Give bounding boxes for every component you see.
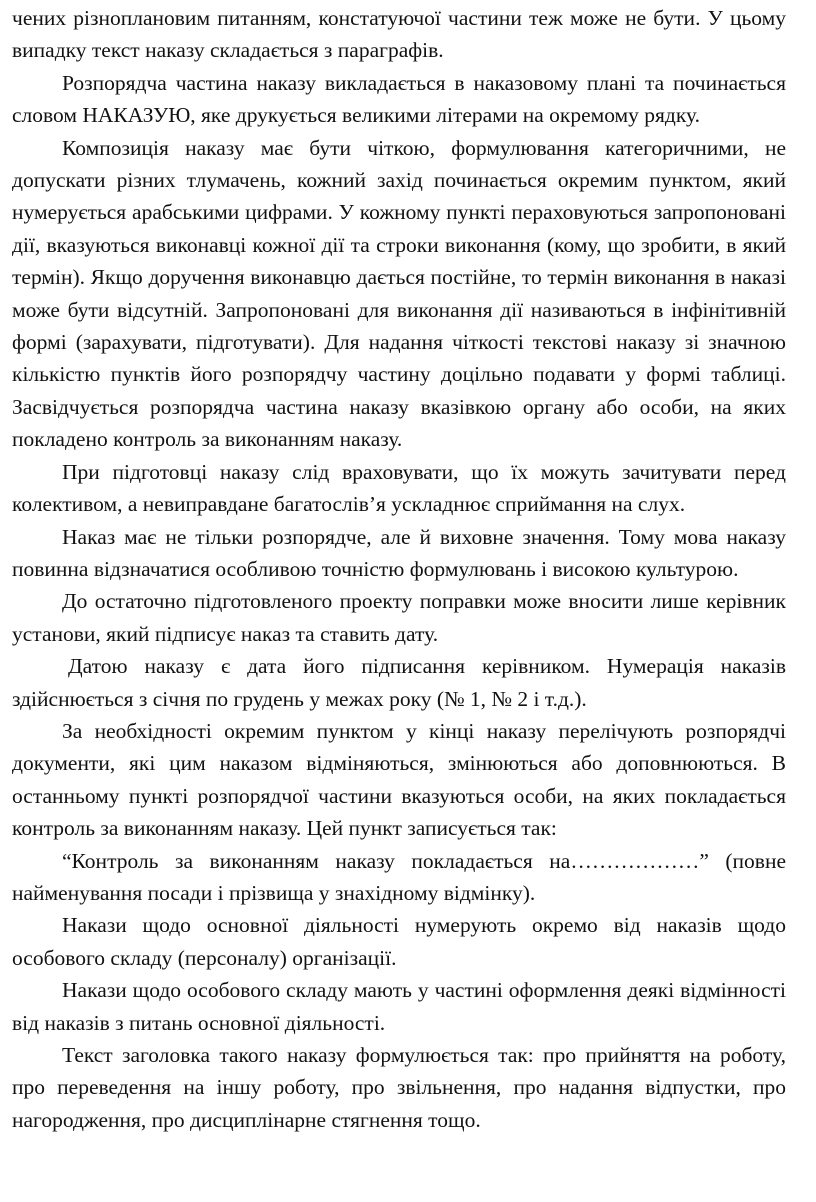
- paragraph-2: Розпорядча частина наказу викладається в наказовому плані та починається словом НАКАЗУЮ, яке друкується великими літерами на окремому рядку.: [12, 70, 786, 128]
- paragraph-9-quote: “Контроль за виконанням наказу покладається на………………” (повне найменування посади і прізвища у знахідному відмінку).: [12, 848, 786, 905]
- paragraph-5: Наказ має не тільки розпорядче, але й виховне значення. Тому мова наказу повинна відзначатися особливою точністю формулювань і високою культурою.: [12, 524, 786, 581]
- paragraph-10: Накази щодо основної діяльності нумерують окремо від наказів щодо особового складу (персоналу) організації.: [12, 913, 786, 970]
- paragraph-11: Накази щодо особового складу мають у частині оформлення деякі відмінності від наказів з питань основної діяльності.: [12, 978, 786, 1035]
- paragraph-12: Текст заголовка такого наказу формулюється так: про прийняття на роботу, про переведення на іншу роботу, про звільнення, про надання відпустки, про нагородження, про дисциплінарне стягнення тощо.: [12, 1043, 786, 1132]
- document-page: [12, 2, 786, 1136]
- paragraph-4: При підготовці наказу слід враховувати, що їх можуть зачитувати перед колективом, а невиправдане багатослів’я ускладнює сприймання на слух.: [12, 459, 786, 517]
- paragraph-8: За необхідності окремим пунктом у кінці наказу перелічують розпорядчі документи, які цим наказом відміняються, змінюються або доповнюються. В останньому пункті розпорядчої частини вказуються особи, на яких покладається контроль за виконанням наказу. Цей пункт записується так:: [12, 718, 786, 841]
- paragraph-7: Датою наказу є дата його підписання керівником. Нумерація наказів здійснюється з січня по грудень у межах року (№ 1, № 2 і т.д.).: [12, 654, 786, 711]
- paragraph-6: До остаточно підготовленого проекту поправки може вносити лише керівник установи, який підписує наказ та ставить дату.: [12, 589, 786, 646]
- paragraph-1: чених різноплановим питанням, констатуючої частини теж може не бути. У цьому випадку текст наказу складається з параграфів.: [12, 6, 786, 63]
- paragraph-3: Композиція наказу має бути чіткою, формулювання категоричними, не допускати різних тлумачень, кожний захід починається окремим пунктом, який нумерується арабськими цифрами. У кожному пункті пераховуються запропоновані дії, вказуються виконавці кожної дії та строки виконання (кому, що зробити, в який термін). Якщо доручення виконавцю дається постійне, то термін виконання в наказі може бути відсутній. Запропоновані для виконання дії називаються в інфінітивній формі (зарахувати, підготувати). Для надання чіткості текстові наказу зі значною кількістю пунктів його розпорядчу частину доцільно подавати у формі таблиці. Засвідчується розпорядча частина наказу вказівкою органу або особи, на яких покладено контроль за виконанням наказу.: [12, 135, 786, 452]
